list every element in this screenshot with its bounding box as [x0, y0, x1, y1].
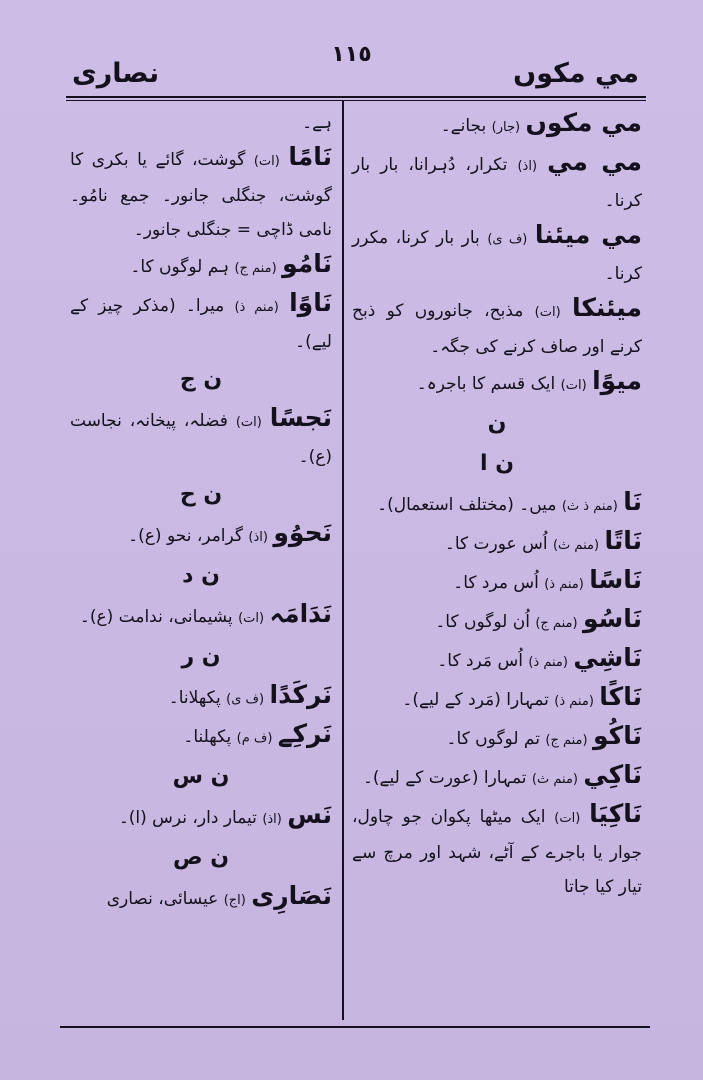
grammar-tag: (اذ): [262, 812, 282, 827]
dictionary-entry: [352, 485, 642, 524]
dictionary-entry: [352, 524, 642, 563]
grammar-tag: (منم ذ): [528, 655, 568, 670]
dictionary-entry: ہے۔: [302, 113, 332, 133]
entry-definition: مذبح، جانوروں کو ذبح کرنے اور صاف کرنے کی جگہ۔: [352, 301, 642, 357]
grammar-tag: (منم ذ ث): [561, 499, 618, 514]
section-letter-heading: ن ا: [480, 451, 514, 476]
dictionary-entry: [70, 678, 332, 717]
entry-definition: میں۔ (مختلف استعمال)۔: [377, 495, 557, 515]
entry-definition: اُس عورت کا۔: [444, 534, 548, 554]
entry-definition: گوشت، گائے یا بکری کا گوشت، جنگلی جانور۔ جمع نامُو۔ نامی ڈاچی = جنگلی جانور۔: [70, 150, 332, 240]
grammar-tag: (ات): [554, 811, 581, 826]
column-divider: [342, 100, 344, 1020]
entry-headword: نَحوُو: [273, 518, 332, 547]
left-column: [70, 106, 332, 918]
grammar-tag: (ات): [560, 378, 587, 393]
section-letter-heading: ن: [487, 411, 507, 436]
dictionary-entry: [70, 247, 332, 286]
entry-headword: ميئنكا: [571, 293, 642, 322]
grammar-tag: (ات): [238, 611, 265, 626]
entry-definition: میرا۔ (مذکر چیز کے لیے)۔: [70, 296, 332, 352]
dictionary-entry: [352, 602, 642, 641]
grammar-tag: (جار): [491, 120, 521, 135]
dictionary-entry: [70, 879, 332, 918]
entry-definition: اُن لوگوں کا۔: [435, 612, 530, 632]
entry-headword: مي مي: [547, 147, 643, 176]
entry-definition: تمہارا (مَرد کے لیے)۔: [402, 690, 549, 710]
dictionary-entry: [70, 597, 332, 636]
grammar-tag: (اج): [223, 893, 246, 908]
entry-headword: نَامًا: [288, 142, 333, 171]
entry-definition: تیمار دار، نرس (ا)۔: [118, 808, 257, 828]
guide-word-left: نصاری: [72, 58, 160, 89]
grammar-tag: (منم ث): [531, 772, 578, 787]
entry-headword: مي ميئنا: [534, 220, 642, 249]
entry-headword: نَركَدًا: [269, 680, 332, 709]
dictionary-entry: [70, 140, 332, 247]
grammar-tag: (ات): [534, 305, 561, 320]
entry-headword: ميوًا: [592, 366, 642, 395]
grammar-tag: (اذ): [517, 159, 538, 174]
page-number: ١١٥: [331, 42, 372, 67]
dictionary-entry: [70, 717, 332, 756]
dictionary-entry: [352, 758, 642, 797]
entry-headword: نَجسًا: [269, 403, 332, 432]
entry-definition: اُس مَرد کا۔: [437, 651, 523, 671]
dictionary-entry: [70, 286, 332, 359]
dictionary-entry: [352, 719, 642, 758]
entry-definition: فضلہ، پیخانہ، نجاست (ع)۔: [70, 411, 332, 467]
right-column: [352, 106, 642, 904]
entry-definition: عیسائی، نصاری: [106, 889, 219, 909]
dictionary-entry: [70, 798, 332, 837]
entry-definition: ایک قسم کا باجرہ۔: [416, 374, 556, 394]
entry-definition: تمہارا (عورت کے لیے)۔: [362, 768, 527, 788]
entry-headword: نَاكِيَا: [589, 799, 643, 828]
entry-definition: بار بار کرنا، مکرر کرنا۔: [352, 228, 642, 284]
entry-headword: نَامُو: [282, 249, 332, 278]
guide-word-right: مي مكوں: [513, 58, 639, 89]
entry-headword: نَركِے: [277, 719, 332, 748]
section-letter-heading: ن د: [182, 563, 220, 588]
footer-rule: [60, 1026, 650, 1028]
entry-headword: نَا: [623, 487, 642, 516]
header-rule: [66, 96, 646, 101]
grammar-tag: (منم ذ): [234, 300, 279, 315]
section-letter-heading: ن س: [172, 764, 230, 789]
entry-definition: گرامر، نحو (ع)۔: [128, 526, 244, 546]
entry-definition: ہم لوگوں کا۔: [130, 257, 230, 277]
dictionary-entry: [70, 516, 332, 555]
dictionary-entry: [352, 364, 642, 403]
entry-headword: نَاكًا: [599, 682, 642, 711]
grammar-tag: (منم ج): [234, 261, 277, 276]
grammar-tag: (ف م): [236, 731, 273, 746]
grammar-tag: (ف ی): [487, 232, 528, 247]
entry-definition: پکھلانا۔: [168, 688, 221, 708]
dictionary-entry: [352, 145, 642, 218]
entry-headword: نَدَامَہ: [269, 599, 332, 628]
entry-headword: مي مكوں: [525, 108, 642, 137]
section-letter-heading: ن ح: [179, 482, 223, 507]
entry-headword: نَاكُو: [593, 721, 642, 750]
grammar-tag: (منم ج): [545, 733, 588, 748]
dictionary-entry: [352, 106, 642, 145]
section-letter-heading: ن ر: [181, 644, 221, 669]
entry-headword: نَاتًا: [604, 526, 642, 555]
section-letter-heading: ن ج: [179, 367, 223, 392]
entry-headword: نَصَارِی: [251, 881, 332, 910]
grammar-tag: (اذ): [248, 530, 268, 545]
grammar-tag: (منم ج): [535, 616, 578, 631]
section-letter-heading: ن ص: [172, 845, 230, 870]
entry-headword: نَاشِي: [573, 643, 642, 672]
entry-definition: ایک میٹھا پکوان جو چاول، جوار یا باجرے کے آٹے، شہد اور مرچ سے تیار کیا جاتا: [352, 807, 642, 897]
grammar-tag: (ات): [235, 415, 262, 430]
grammar-tag: (ف ی): [226, 692, 265, 707]
dictionary-entry: [352, 797, 642, 904]
entry-definition: تکرار، دُہرانا، بار بار کرنا۔: [352, 155, 642, 211]
entry-headword: نَاوًا: [289, 288, 332, 317]
dictionary-entry: [352, 563, 642, 602]
grammar-tag: (منم ث): [552, 538, 600, 553]
entry-headword: نَس: [287, 800, 332, 829]
dictionary-entry: [352, 680, 642, 719]
entry-headword: نَاسُو: [582, 604, 642, 633]
entry-definition: تم لوگوں کا۔: [446, 729, 540, 749]
entry-headword: نَاسًا: [589, 565, 642, 594]
dictionary-entry: [352, 641, 642, 680]
grammar-tag: (منم ذ): [544, 577, 584, 592]
entry-headword: نَاكِي: [583, 760, 642, 789]
dictionary-entry: [352, 218, 642, 291]
grammar-tag: (ات): [253, 154, 280, 169]
dictionary-entry: [70, 401, 332, 474]
grammar-tag: (منم ذ): [554, 694, 594, 709]
entry-definition: پشیمانی، ندامت (ع)۔: [79, 607, 233, 627]
entry-definition: اُس مرد کا۔: [453, 573, 539, 593]
entry-definition: پکھلنا۔: [183, 727, 232, 747]
entry-definition: بجانے۔: [440, 116, 487, 136]
dictionary-entry: [352, 291, 642, 364]
